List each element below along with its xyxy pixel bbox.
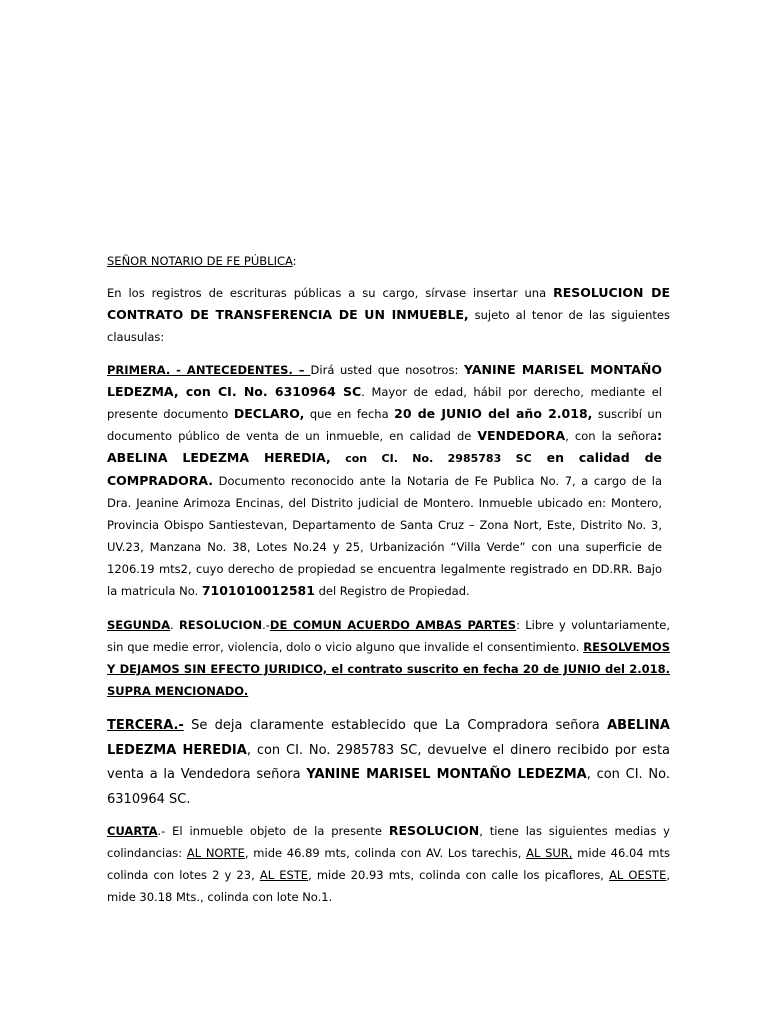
primera-text-1: Dirá usted que nosotros: — [310, 363, 464, 377]
cuarta-west: AL OESTE — [609, 868, 667, 882]
tercera-bold-2: YANINE MARISEL MONTAÑO LEDEZMA — [306, 767, 587, 782]
heading-colon: : — [292, 254, 297, 268]
document-heading — [107, 250, 670, 272]
cuarta-bold-1: RESOLUCION — [388, 823, 480, 838]
clause-cuarta — [107, 820, 670, 908]
primera-bold-2: DECLARO, — [233, 406, 305, 421]
primera-text-6: Documento reconocido ante la Notaria de Fe Publica No. 7, a cargo de la Dra. Jeanine Arimoza Encinas, del Distrito judicial de Montero. Inmueble ubicado en: Montero, Provincia Obispo Santiestevan, Departamento de Santa Cruz – Zona Nort, Este, Distrito No. 3, UV.23, Manzana No. 38, Lotes No.24 y 25, Urbanización “Villa Verde” con una superficie de 1206.19 mts2, cuyo derecho de propiedad se encuentra legalmente registrado en DD.RR. Bajo la matricula No. — [107, 474, 662, 598]
primera-label: PRIMERA. - ANTECEDENTES. – — [107, 363, 311, 377]
primera-text-4: suscribí un documento público de venta de un inmueble, en calidad de — [107, 407, 662, 443]
primera-bold-3: 20 de JUNIO del año 2.018, — [394, 406, 593, 421]
cuarta-text-3: , mide 46.89 mts, colinda con AV. Los tarechis, — [244, 846, 527, 860]
cuarta-text-4: mide 46.04 mts colinda con lotes 2 y 23, — [107, 846, 671, 882]
segunda-dot: . — [170, 618, 179, 632]
heading-title: SEÑOR NOTARIO DE FE PÚBLICA — [107, 254, 293, 268]
primera-bold-5: : ABELINA LEDEZMA HEREDIA, — [107, 428, 662, 465]
cuarta-north: AL NORTE — [186, 846, 245, 860]
cuarta-text-6: , mide 30.18 Mts., colinda con lote No.1. — [107, 868, 670, 904]
cuarta-label: CUARTA — [107, 824, 158, 838]
segunda-bold-1: RESOLUCION — [178, 618, 263, 632]
intro-bold-1: RESOLUCION DE CONTRATO DE TRANSFERENCIA DE UN INMUEBLE, — [107, 285, 670, 322]
segunda-text-2: : Libre y voluntariamente, sin que medie error, violencia, dolo o vicio alguno que invalide el consentimiento. — [107, 618, 671, 654]
intro-text-1: En los registros de escrituras públicas a su cargo, sírvase insertar una — [107, 286, 554, 300]
cuarta-east: AL ESTE — [259, 868, 309, 882]
cuarta-south: AL SUR, — [526, 846, 573, 860]
segunda-label: SEGUNDA — [107, 618, 170, 632]
cuarta-text-2: , tiene las siguientes medias y colindancias: — [107, 824, 670, 860]
primera-bold-1: YANINE MARISEL MONTAÑO LEDEZMA, con CI. No. 6310964 SC — [107, 362, 663, 399]
primera-text-3: que en fecha — [304, 407, 395, 421]
primera-bold-7: en calidad de COMPRADORA. — [107, 450, 663, 488]
primera-text-5: , con la señora — [565, 429, 657, 443]
tercera-text-2: , con CI. No. 2985783 SC, devuelve el dinero recibido por esta venta a la Vendedora señora — [107, 742, 671, 782]
tercera-text-1: Se deja claramente establecido que La Compradora señora — [183, 718, 608, 733]
tercera-text-3: , con CI. No. 6310964 SC. — [107, 767, 670, 807]
cuarta-text-5: , mide 20.93 mts, colinda con calle los picaflores, — [308, 868, 610, 882]
clause-tercera — [107, 714, 670, 812]
segunda-underline-1: DE COMUN ACUERDO AMBAS PARTES — [269, 618, 517, 632]
clause-segunda — [107, 614, 670, 702]
primera-bold-8: 7101010012581 — [201, 583, 315, 598]
segunda-bold-underline-1: RESOLVEMOS Y DEJAMOS SIN EFECTO JURIDICO, el contrato suscrito en fecha 20 de JUNIO del 2.018. SUPRA MENCIONADO. — [107, 640, 670, 698]
primera-bold-4: VENDEDORA — [477, 428, 566, 443]
primera-text-7: del Registro de Propiedad. — [314, 584, 470, 598]
primera-bold-6: con CI. No. 2985783 SC — [330, 452, 532, 465]
tercera-bold-1: ABELINA LEDEZMA HEREDIA — [107, 718, 670, 758]
tercera-label: TERCERA.- — [107, 718, 184, 733]
intro-paragraph — [107, 282, 670, 348]
intro-text-2: sujeto al tenor de las siguientes clausulas: — [107, 308, 670, 344]
cuarta-text-1: .- El inmueble objeto de la presente — [157, 824, 389, 838]
primera-text-2: . Mayor de edad, hábil por derecho, mediante el presente documento — [107, 385, 662, 421]
segunda-text-1: .- — [262, 618, 270, 632]
clause-primera — [107, 359, 662, 602]
